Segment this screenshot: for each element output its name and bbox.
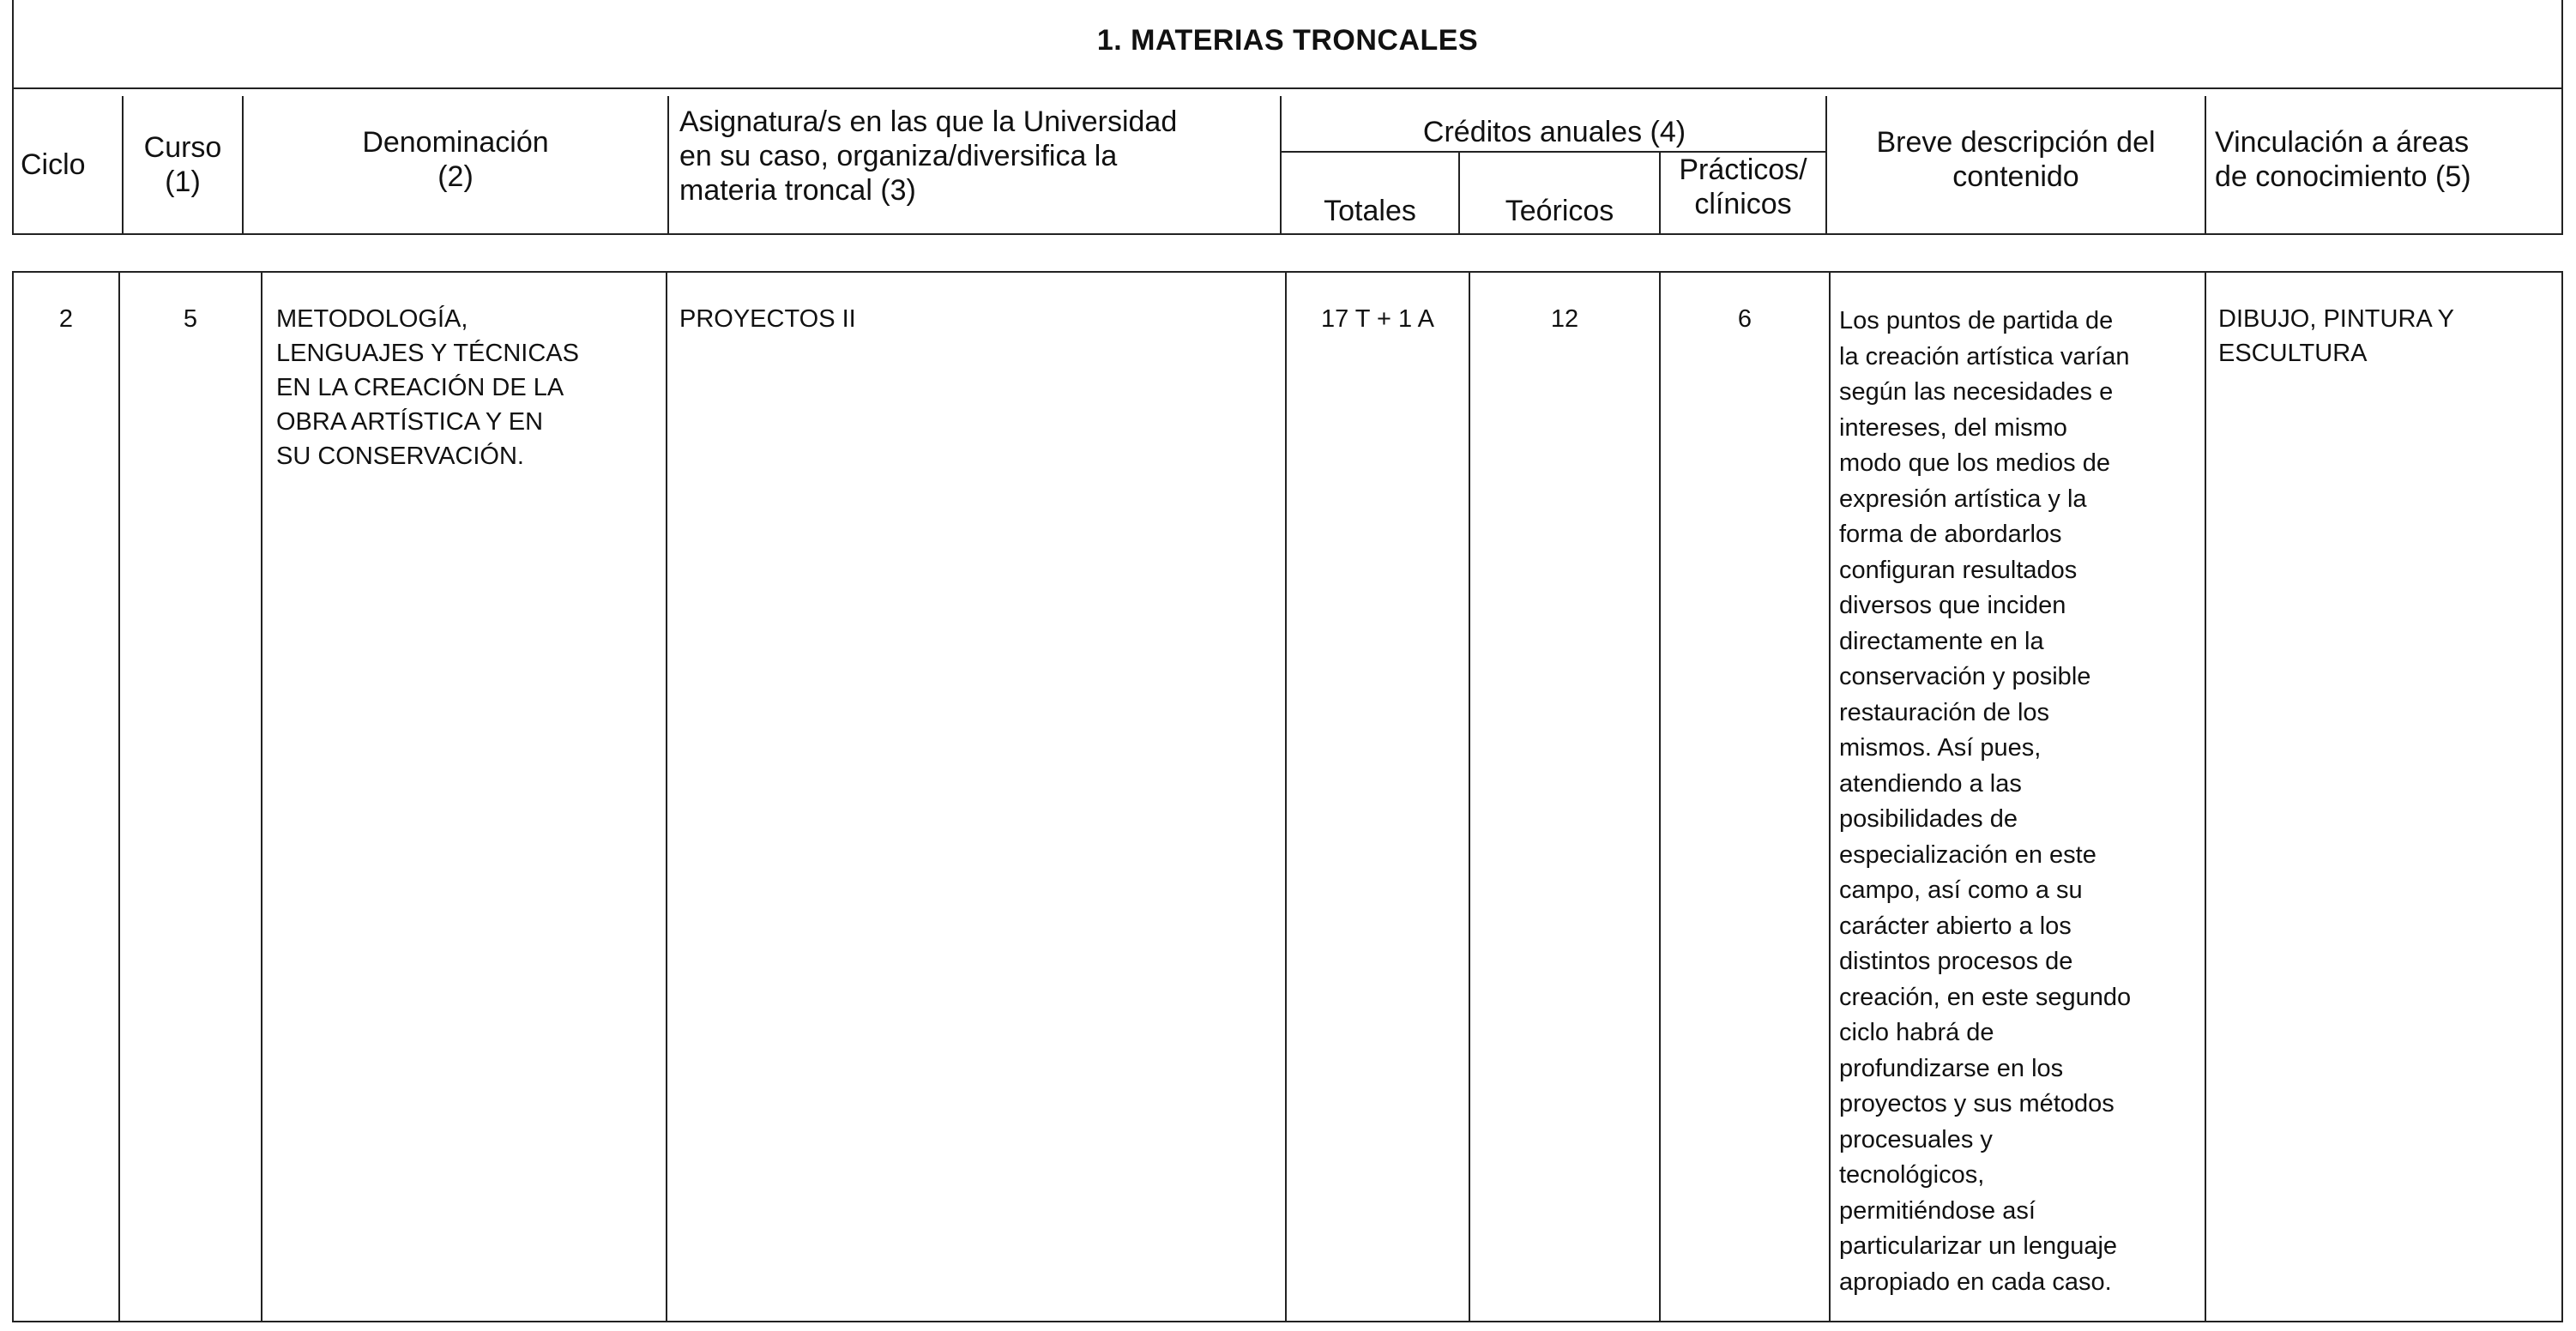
header-creditos: Créditos anuales (4) xyxy=(1422,116,1686,148)
header-practicos: Prácticos/ clínicos xyxy=(1679,154,1807,220)
row-practicos: 6 xyxy=(1737,305,1753,333)
row-totales: 17 T + 1 A xyxy=(1321,305,1434,333)
section-title: 1. MATERIAS TRONCALES xyxy=(1096,24,1479,57)
row-teoricos: 12 xyxy=(1550,305,1579,333)
header-teoricos: Teóricos xyxy=(1505,195,1614,227)
header-divider xyxy=(667,96,669,235)
row-vinculacion: DIBUJO, PINTURA Y ESCULTURA xyxy=(2218,305,2455,367)
body-divider xyxy=(2205,271,2206,1322)
row-descripcion: Los puntos de partida de la creación artística varían según las necesidades e intereses, del mismo modo que los medios de expresión artística y la forma de abordarlos configuran resultados diversos que inciden directamente en la conservación y posible restauración de los mismos. Así pues, atendiendo a las posibilidades de especialización en este campo, así como a su carácter abierto a los distintos procesos de creación, en este segundo ciclo habrá de profundizarse en los proyectos y sus métodos procesuales y tecnológicos, permitiéndose así particularizar un lenguaje apropiado en cada caso. xyxy=(1839,307,2132,1296)
row-ciclo: 2 xyxy=(58,305,74,333)
header-ciclo: Ciclo xyxy=(21,148,86,181)
row-denominacion: METODOLOGÍA, LENGUAJES Y TÉCNICAS EN LA CREACIÓN DE LA OBRA ARTÍSTICA Y EN SU CONSERVACIÓN. xyxy=(276,305,579,470)
header-denominacion: Denominación (2) xyxy=(362,126,549,193)
body-divider xyxy=(118,271,120,1322)
header-curso: Curso (1) xyxy=(143,131,222,198)
row-asignatura: PROYECTOS II xyxy=(679,305,856,333)
body-divider xyxy=(1285,271,1287,1322)
header-vinculacion: Vinculación a áreas de conocimiento (5) xyxy=(2215,126,2471,193)
body-divider xyxy=(666,271,667,1322)
row-curso: 5 xyxy=(183,305,198,333)
body-divider xyxy=(1659,271,1661,1322)
body-divider xyxy=(1469,271,1470,1322)
header-asignaturas: Asignatura/s en las que la Universidad en su caso, organiza/diversifica la materia troncal (3) xyxy=(679,105,1178,207)
body-divider xyxy=(261,271,262,1322)
body-divider xyxy=(1829,271,1831,1322)
header-divider xyxy=(2205,96,2206,235)
header-totales: Totales xyxy=(1324,195,1416,227)
header-descripcion: Breve descripción del contenido xyxy=(1876,126,2156,193)
